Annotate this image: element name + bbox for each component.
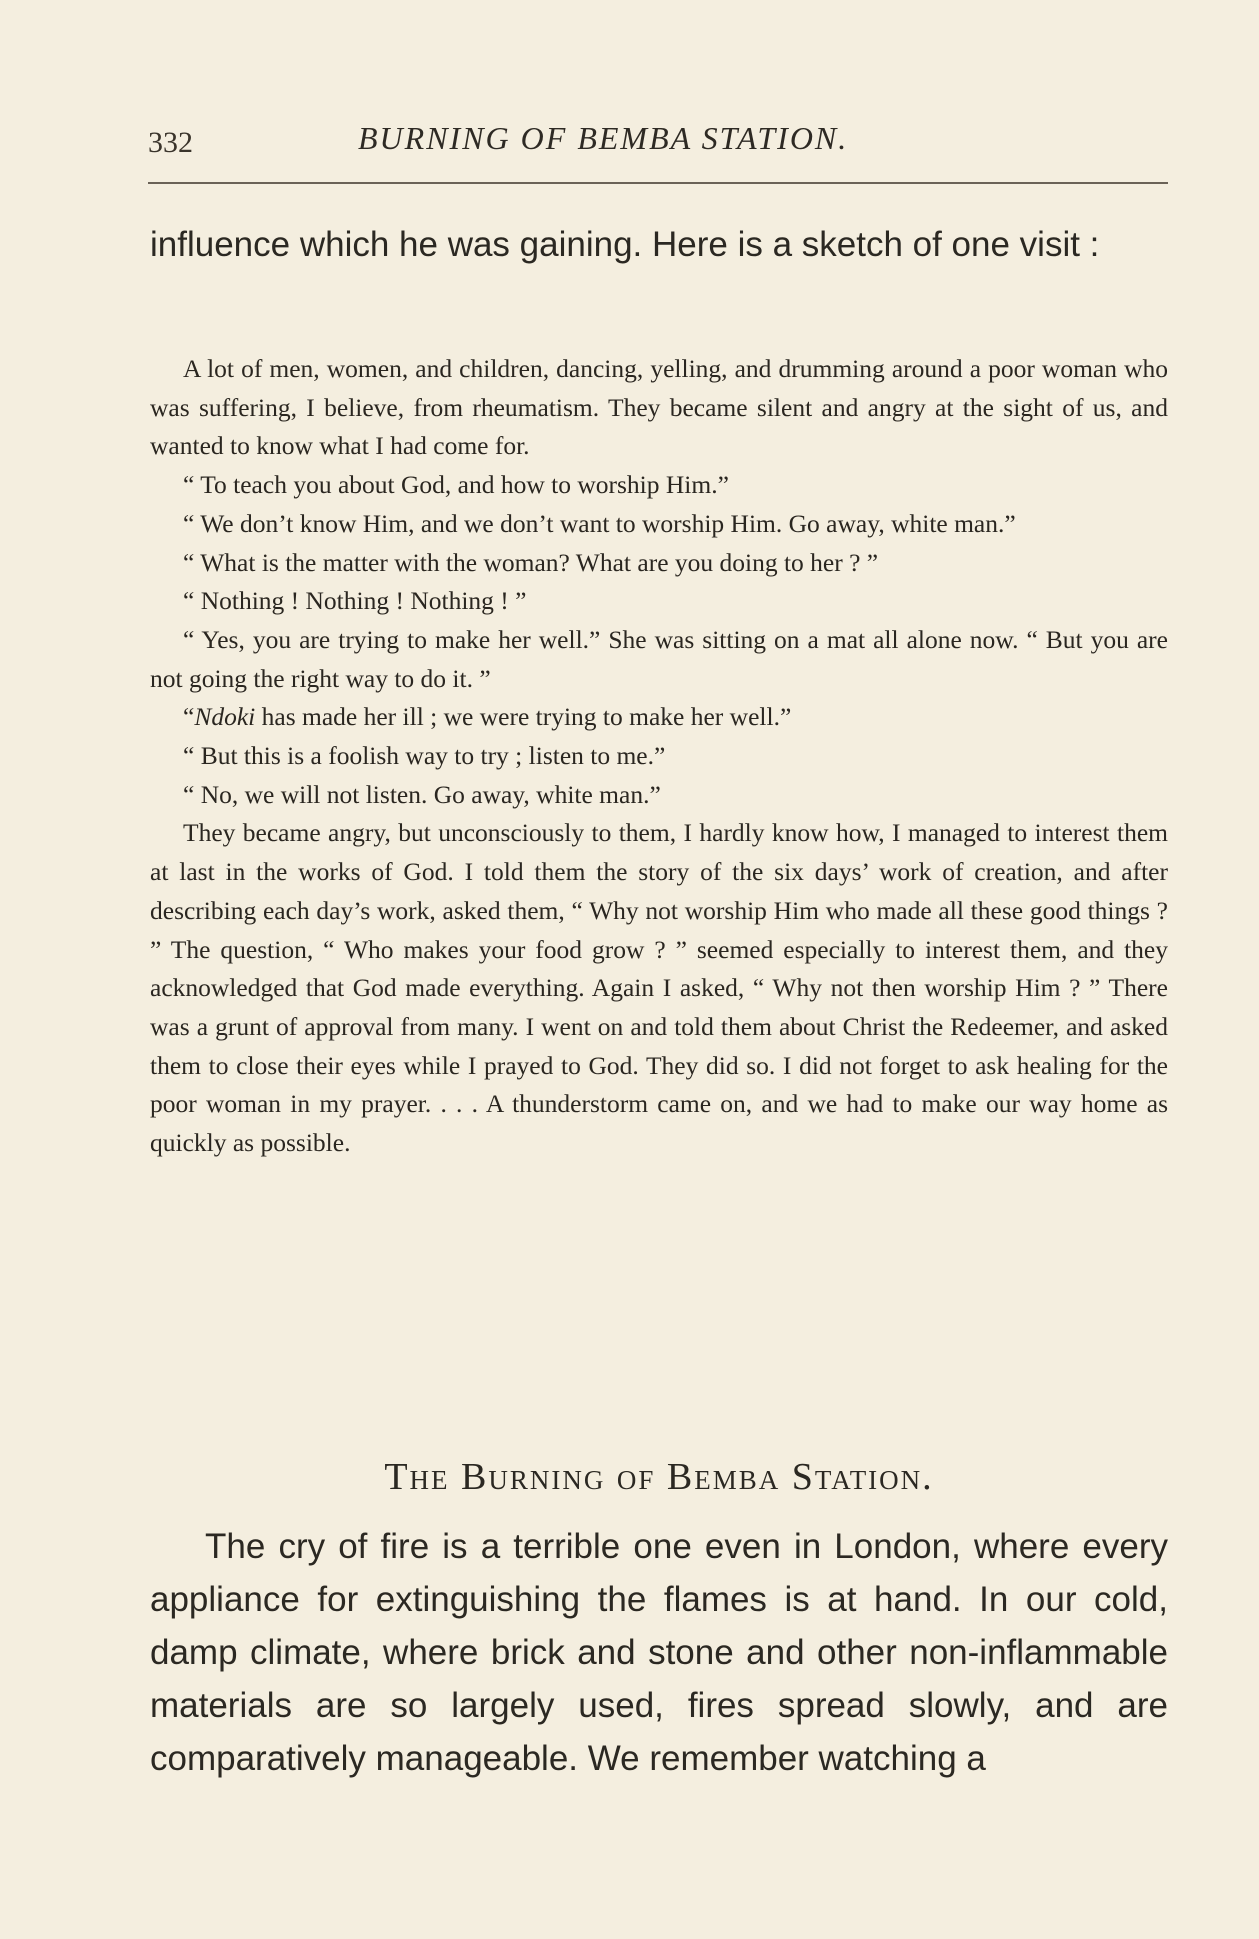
intro-paragraph: influence which he was gaining. Here is a sketch of one visit : (150, 225, 1100, 264)
quote-paragraph (150, 698, 1168, 737)
section-heading: The Burning of Bemba Station. (384, 1456, 934, 1498)
page-number: 332 (148, 126, 193, 159)
quote-paragraph: “ But this is a foolish way to try ; listen to me.” (183, 741, 666, 771)
quote-text: has made her ill ; we were trying to make her well.” (255, 702, 792, 732)
quote-paragraph: “ What is the matter with the woman? What are you doing to her ? ” (183, 547, 879, 577)
open-quote: “ (183, 702, 195, 732)
section-body: The cry of fire is a terrible one even in London, where every appliance for extinguishing the flames is at hand. In our cold, damp climate, where brick and stone and other non-inflammable materials are so largely used, fires spread slowly, and are comparatively manageable. We remember watching a (150, 1527, 1168, 1778)
page-header (148, 120, 1168, 170)
quoted-account (150, 350, 1168, 1163)
quote-paragraph: “ Nothing ! Nothing ! Nothing ! ” (183, 586, 527, 616)
header-rule (148, 182, 1168, 184)
running-title: BURNING OF BEMBA STATION. (358, 120, 849, 156)
quote-paragraph: A lot of men, women, and children, dancing, yelling, and drumming around a poor woman who was suffering, I believe, from rheumatism. They became silent and angry at the sight of us, and wanted to know what I had come for. (150, 354, 1168, 461)
quote-paragraph: “ No, we will not listen. Go away, white man.” (183, 779, 661, 809)
quote-paragraph: They became angry, but unconsciously to them, I hardly know how, I managed to interest them at last in the works of God. I told them the story of the six days’ work of creation, and after describing each day’s work, asked them, “ Why not worship Him who made all these good things ? ” The question, “ Who makes your food grow ? ” seemed especially to interest them, and they acknowledged that God made everything. Again I asked, “ Why not then worship Him ? ” There was a grunt of approval from many. I went on and told them about Christ the Redeemer, and asked them to close their eyes while I prayed to God. They did so. I did not forget to ask healing for the poor woman in my prayer. . . . A thunderstorm came on, and we had to make our way home as quickly as possible. (150, 818, 1168, 1158)
quote-paragraph: “ Yes, you are trying to make her well.” She was sitting on a mat all alone now. “ But you are not going the right way to do it. ” (150, 624, 1168, 693)
italic-word: Ndoki (194, 702, 256, 732)
quote-paragraph: “ To teach you about God, and how to worship Him.” (183, 470, 729, 500)
quote-paragraph: “ We don’t know Him, and we don’t want to worship Him. Go away, white man.” (183, 508, 1016, 538)
